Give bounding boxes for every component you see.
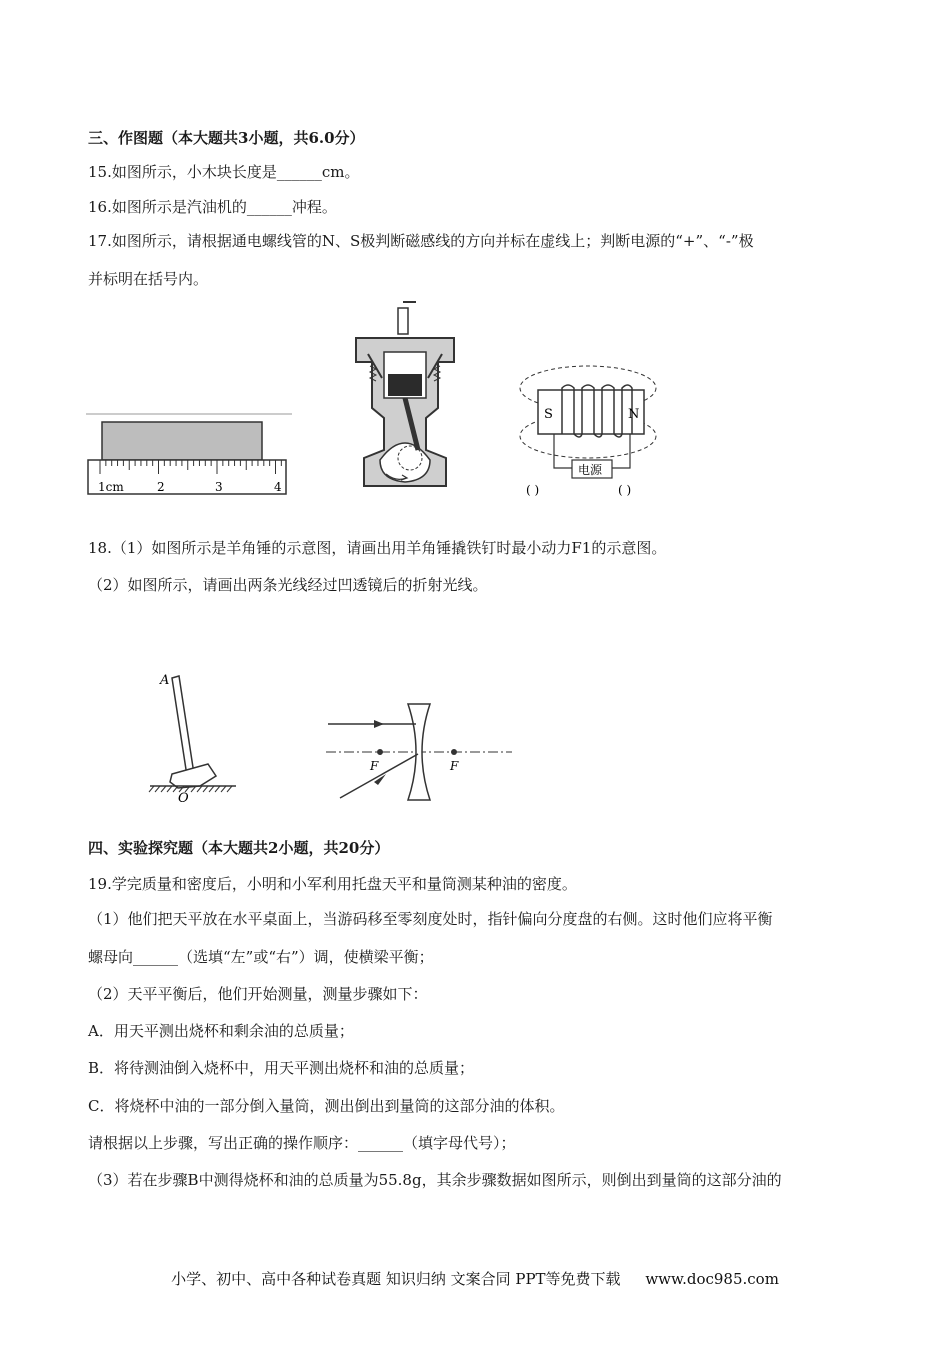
incident-ray-center xyxy=(340,754,418,798)
fulcrum-o-label: O xyxy=(178,791,189,806)
focal-label-right: F xyxy=(450,759,459,773)
ground-hatch-line xyxy=(149,786,154,792)
question-19-part-1-line-2: 螺母向______（选填“左”或“右”）调，使横梁平衡； xyxy=(88,948,434,966)
footer-text: 小学、初中、高中各种试卷真题 知识归纳 文案合同 PPT等免费下载 xyxy=(171,1270,621,1288)
ruler-label-1cm: 1cm xyxy=(98,480,124,494)
focal-label-left: F xyxy=(370,759,379,773)
question-19: 19.学完质量和密度后，小明和小军利用托盘天平和量筒测某种油的密度。 xyxy=(88,875,577,893)
ruler-label-2: 2 xyxy=(157,480,165,494)
spark-plug xyxy=(398,308,408,334)
step-b: B．将待测油倒入烧杯中，用天平测出烧杯和油的总质量； xyxy=(88,1059,475,1077)
north-pole-label: N xyxy=(628,407,640,422)
hammer-head xyxy=(170,764,216,788)
ground-hatch-line xyxy=(167,786,172,792)
question-17-line-2: 并标明在括号内。 xyxy=(88,270,209,288)
ground-hatch-line xyxy=(227,786,232,792)
point-a-label: A xyxy=(160,673,170,688)
ruler-figure xyxy=(86,408,292,500)
wire-right xyxy=(612,434,630,468)
solenoid-figure xyxy=(518,358,664,500)
question-18-part-2: （2）如图所示，请画出两条光线经过凹透镜后的折射光线。 xyxy=(88,576,488,594)
ground-hatch-line xyxy=(209,786,214,792)
wire-left xyxy=(554,434,572,468)
engine-figure xyxy=(346,300,466,496)
ground-hatch-line xyxy=(203,786,208,792)
hammer-figure xyxy=(148,670,240,806)
ground-hatch-line xyxy=(155,786,160,792)
left-terminal-bracket: ( ) xyxy=(526,483,540,497)
focal-point-left xyxy=(377,749,383,755)
ground-hatch-line xyxy=(215,786,220,792)
question-15: 15.如图所示，小木块长度是______cm。 xyxy=(88,163,360,181)
power-supply-label: 电源 xyxy=(578,463,603,477)
ruler-label-3: 3 xyxy=(215,480,223,494)
question-16: 16.如图所示是汽油机的______冲程。 xyxy=(88,198,337,216)
step-a: A．用天平测出烧杯和剩余油的总质量； xyxy=(88,1022,354,1040)
footer-link[interactable]: www.doc985.com xyxy=(645,1270,779,1288)
ruler-label-4: 4 xyxy=(274,480,282,494)
focal-point-right xyxy=(451,749,457,755)
lens-figure xyxy=(326,696,512,804)
question-19-part-3: （3）若在步骤B中测得烧杯和油的总质量为55.8g，其余步骤数据如图所示，则倒出到量筒的这部分油的 xyxy=(88,1171,782,1189)
order-question: 请根据以上步骤，写出正确的操作顺序：______（填字母代号）； xyxy=(88,1134,516,1152)
footer xyxy=(0,1268,950,1289)
section-3-heading: 三、作图题（本大题共3小题，共6.0分） xyxy=(88,129,365,147)
ground-hatch-line xyxy=(161,786,166,792)
step-c: C．将烧杯中油的一部分倒入量筒，测出倒出到量筒的这部分油的体积。 xyxy=(88,1097,565,1115)
hammer-handle xyxy=(172,676,194,776)
question-19-part-2: （2）天平平衡后，他们开始测量，测量步骤如下： xyxy=(88,985,428,1003)
south-pole-label: S xyxy=(544,407,553,422)
ground-hatch-line xyxy=(221,786,226,792)
right-terminal-bracket: ( ) xyxy=(618,483,632,497)
question-19-part-1-line-1: （1）他们把天平放在水平桌面上，当游码移至零刻度处时，指针偏向分度盘的右侧。这时他们应将平衡 xyxy=(88,910,773,928)
question-18-part-1: 18.（1）如图所示是羊角锤的示意图，请画出用羊角锤撬铁钉时最小动力F1的示意图。 xyxy=(88,539,667,557)
wood-block xyxy=(102,422,262,460)
piston xyxy=(388,374,422,396)
question-17-line-1: 17.如图所示，请根据通电螺线管的N、S极判断磁感线的方向并标在虚线上；判断电源的“+”、“-”极 xyxy=(88,232,754,250)
section-4-heading: 四、实验探究题（本大题共2小题，共20分） xyxy=(88,839,390,857)
